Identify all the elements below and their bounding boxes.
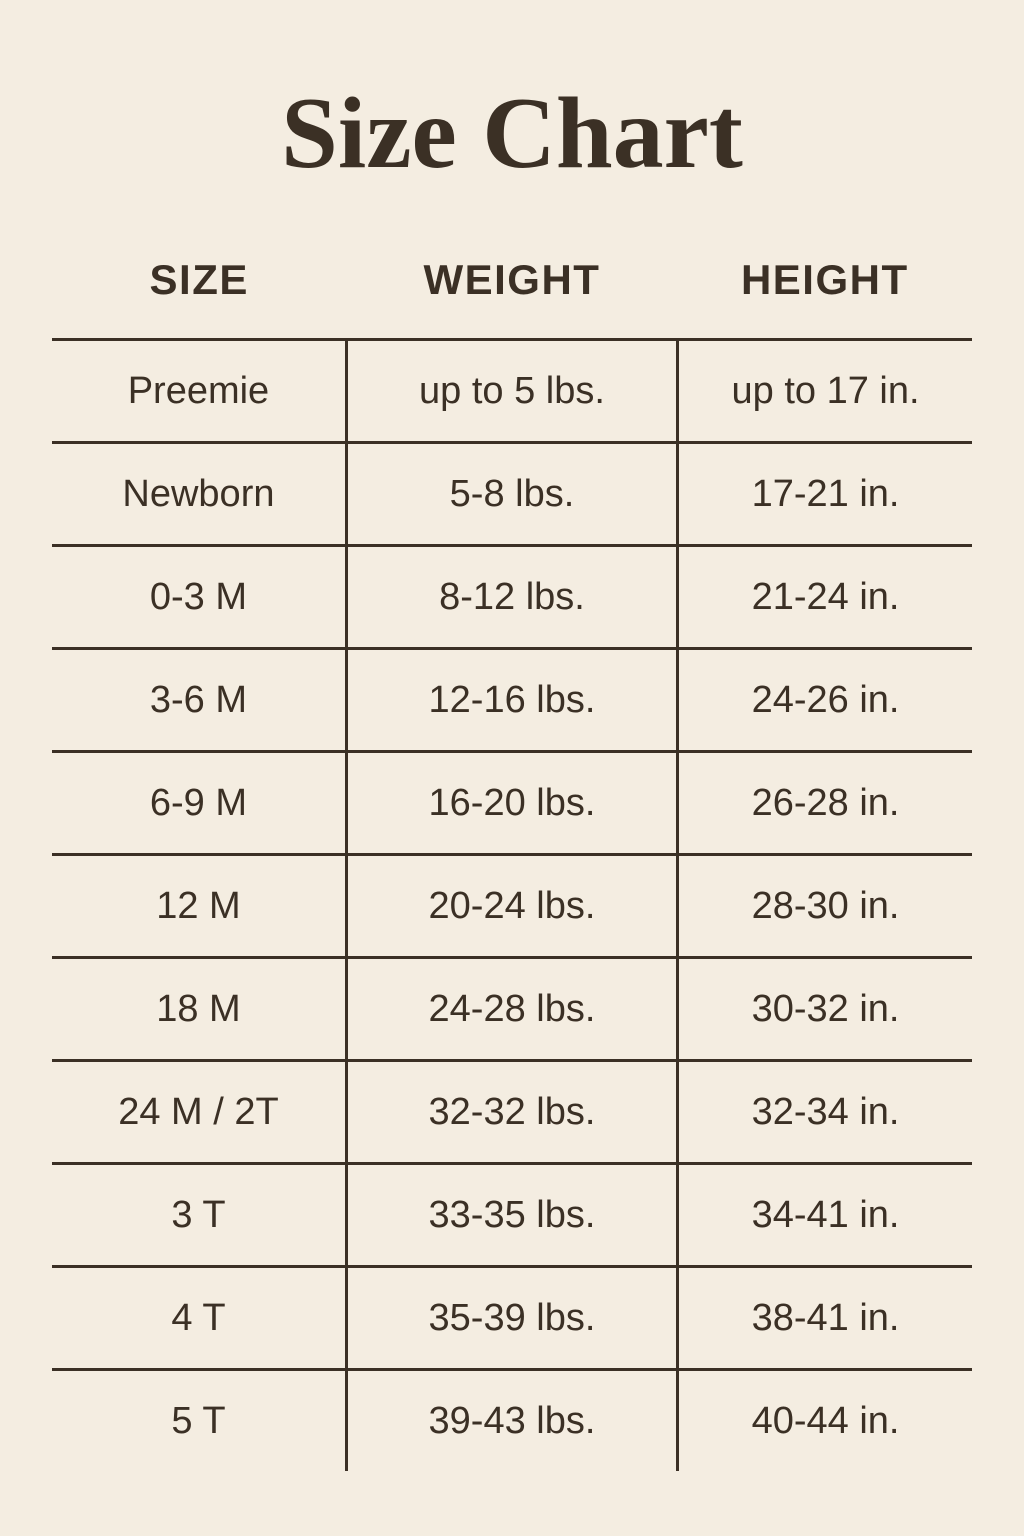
table-row: [52, 649, 972, 752]
cell-size: 3-6 M: [52, 649, 346, 752]
cell-height: 26-28 in.: [678, 752, 972, 855]
cell-size: 5 T: [52, 1370, 346, 1472]
cell-weight: 35-39 lbs.: [346, 1267, 677, 1370]
table-row: [52, 958, 972, 1061]
size-chart-table: [52, 256, 972, 1471]
cell-weight: 39-43 lbs.: [346, 1370, 677, 1472]
cell-size: 24 M / 2T: [52, 1061, 346, 1164]
table-row: [52, 1164, 972, 1267]
cell-size: 18 M: [52, 958, 346, 1061]
table-row: [52, 752, 972, 855]
cell-weight: 8-12 lbs.: [346, 546, 677, 649]
cell-height: 17-21 in.: [678, 443, 972, 546]
table-row: [52, 855, 972, 958]
cell-size: 0-3 M: [52, 546, 346, 649]
column-header-weight: WEIGHT: [423, 256, 601, 304]
cell-weight: 16-20 lbs.: [346, 752, 677, 855]
table-header-row: [52, 256, 972, 340]
cell-height: 34-41 in.: [678, 1164, 972, 1267]
cell-weight: 32-32 lbs.: [346, 1061, 677, 1164]
cell-size: Newborn: [52, 443, 346, 546]
table-row: [52, 546, 972, 649]
cell-weight: 5-8 lbs.: [346, 443, 677, 546]
cell-size: Preemie: [52, 340, 346, 443]
cell-height: 24-26 in.: [678, 649, 972, 752]
cell-size: 4 T: [52, 1267, 346, 1370]
cell-size: 6-9 M: [52, 752, 346, 855]
table-row: [52, 340, 972, 443]
table-body: [52, 340, 972, 1472]
cell-height: 32-34 in.: [678, 1061, 972, 1164]
cell-height: 30-32 in.: [678, 958, 972, 1061]
page-title: Size Chart: [281, 77, 743, 190]
table-row: [52, 1370, 972, 1472]
table-header: [52, 256, 972, 340]
cell-height: 28-30 in.: [678, 855, 972, 958]
cell-weight: 24-28 lbs.: [346, 958, 677, 1061]
cell-size: 3 T: [52, 1164, 346, 1267]
table-row: [52, 1267, 972, 1370]
cell-height: 40-44 in.: [678, 1370, 972, 1472]
table-row: [52, 443, 972, 546]
column-header-size: SIZE: [149, 256, 249, 304]
cell-height: 38-41 in.: [678, 1267, 972, 1370]
cell-weight: up to 5 lbs.: [346, 340, 677, 443]
cell-weight: 20-24 lbs.: [346, 855, 677, 958]
cell-weight: 33-35 lbs.: [346, 1164, 677, 1267]
cell-height: up to 17 in.: [678, 340, 972, 443]
cell-weight: 12-16 lbs.: [346, 649, 677, 752]
size-chart-table-wrapper: [52, 190, 972, 1471]
cell-size: 12 M: [52, 855, 346, 958]
column-header-height: HEIGHT: [740, 256, 909, 304]
table-row: [52, 1061, 972, 1164]
cell-height: 21-24 in.: [678, 546, 972, 649]
